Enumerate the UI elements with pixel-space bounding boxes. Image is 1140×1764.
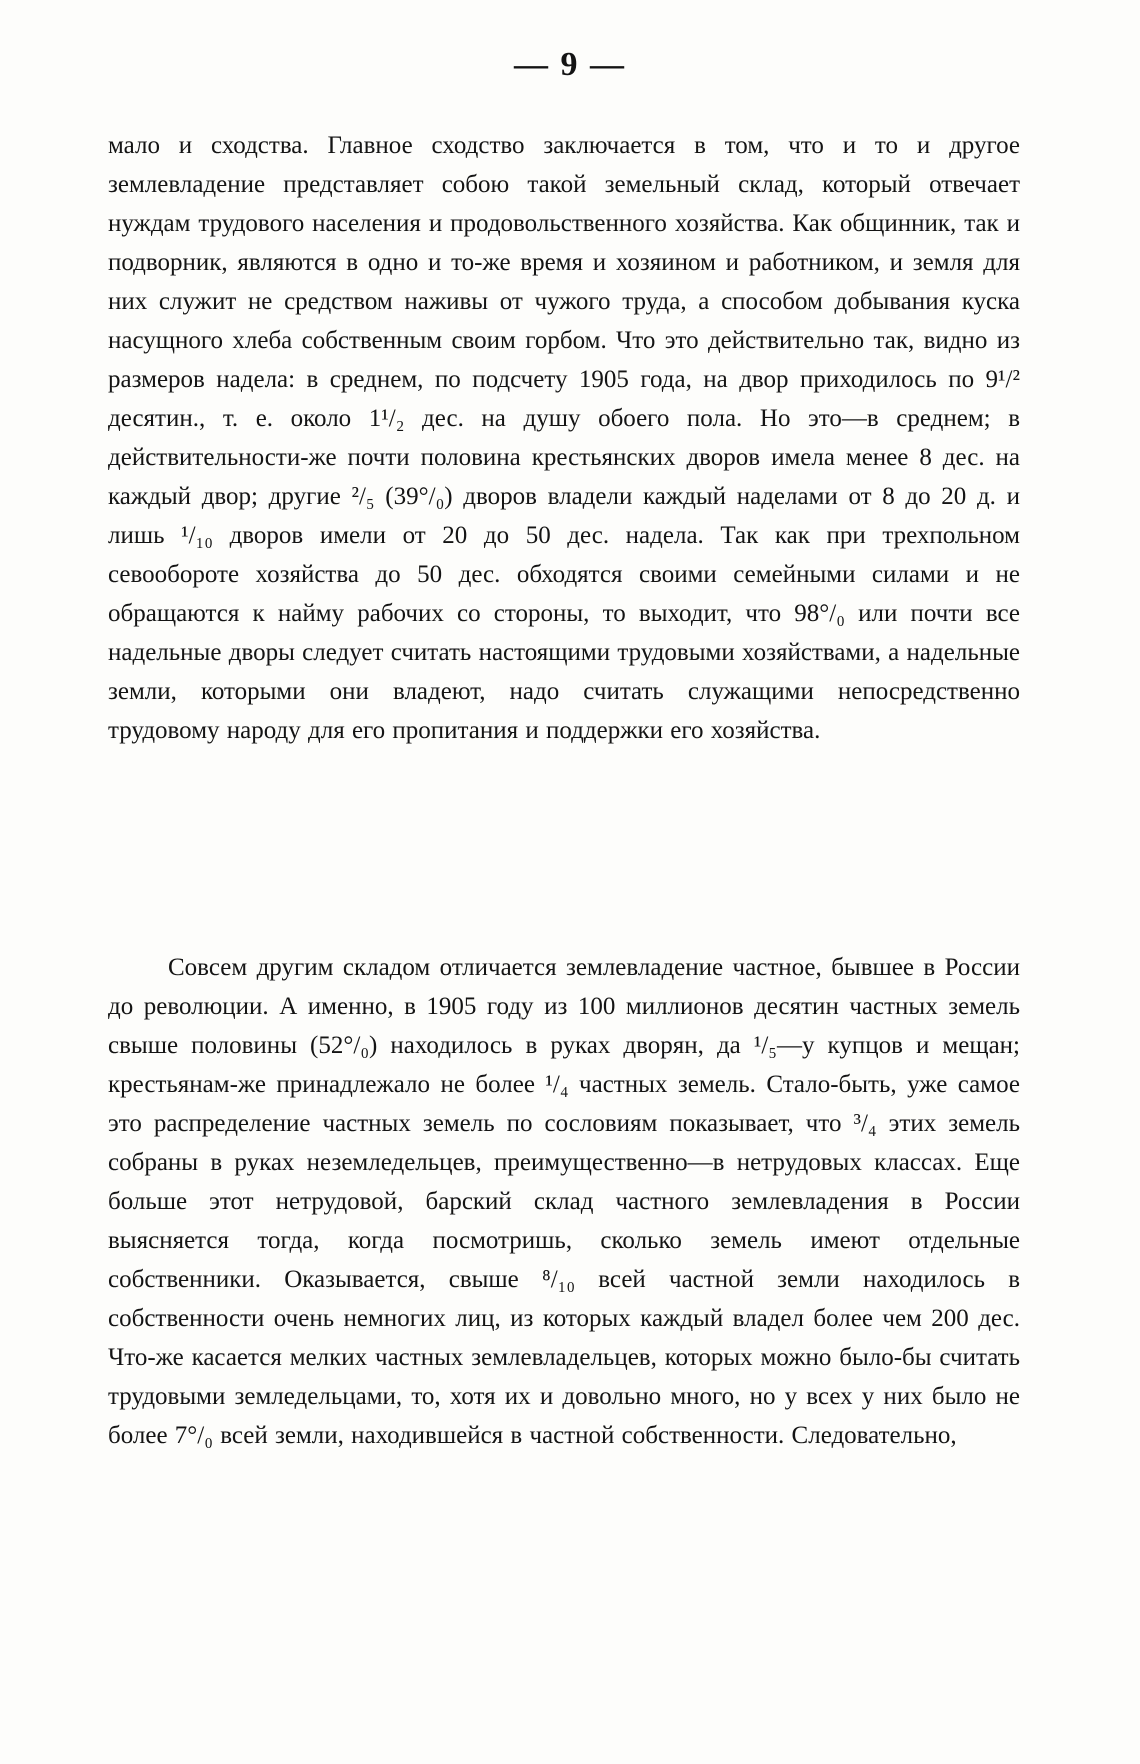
paragraph-1: мало и сходства. Главное сходство заключается в том, что и то и другое землевладение представляет собою такой земельный склад, который отвечает нуждам трудового населения и продовольственного хозяйства. Как общинник, так и подворник, являются в одно и то-же время и хозяином и работником, и земля для них служит не средством наживы от чужого труда, а способом добывания куска насущного хлеба собственным своим горбом. Что это действительно так, видно из размеров надела: в среднем, по подсчету 1905 года, на двор приходилось по 9¹/² десятин., т. е. около 1¹/₂ дес. на душу обоего пола. Но это—в среднем; в действительности-же почти половина крестьянских дворов имела менее 8 дес. на каждый двор; другие ²/₅ (39°/₀) дворов владели каждый наделами от 8 до 20 д. и лишь ¹/₁₀ дворов имели от 20 до 50 дес. надела. Так как при трехпольном севообороте хозяйства до 50 дес. обходятся своими семейными силами и не обращаются к найму рабочих со стороны, то выходит, что 98°/₀ или почти все надельные дворы следует считать настоящими трудовыми хозяйствами, а надельные земли, которыми они владеют, надо считать служащими непосредственно трудовому народу для его пропитания и поддержки его хозяйства. bbox=[108, 132, 1020, 744]
page-number: — 9 — bbox=[514, 46, 626, 83]
paragraph-2: Совсем другим складом отличается землевладение частное, бывшее в России до революции. А именно, в 1905 году из 100 миллионов десятин частных земель свыше половины (52°/₀) находилось в руках дворян, да ¹/₅—у купцов и мещан; крестьянам-же принадлежало не более ¹/₄ частных земель. Стало-быть, уже самое это распределение частных земель по сословиям показывает, что ³/₄ этих земель собраны в руках неземледельцев, преимущественно—в нетрудовых классах. Еще больше этот нетрудовой, барский склад частного землевладения в России выясняется тогда, когда посмотришь, сколько земель имеют отдельные собственники. Оказывается, свыше ⁸/₁₀ всей частной земли находилось в собственности очень немногих лиц, из которых каждый владел более чем 200 дес. Что-же касается мелких частных землевладельцев, которых можно было-бы считать трудовыми земледельцами, то, хотя их и довольно много, но у всех у них было не более 7°/₀ всей земли, находившейся в частной собственности. Следовательно, bbox=[108, 954, 1020, 1449]
